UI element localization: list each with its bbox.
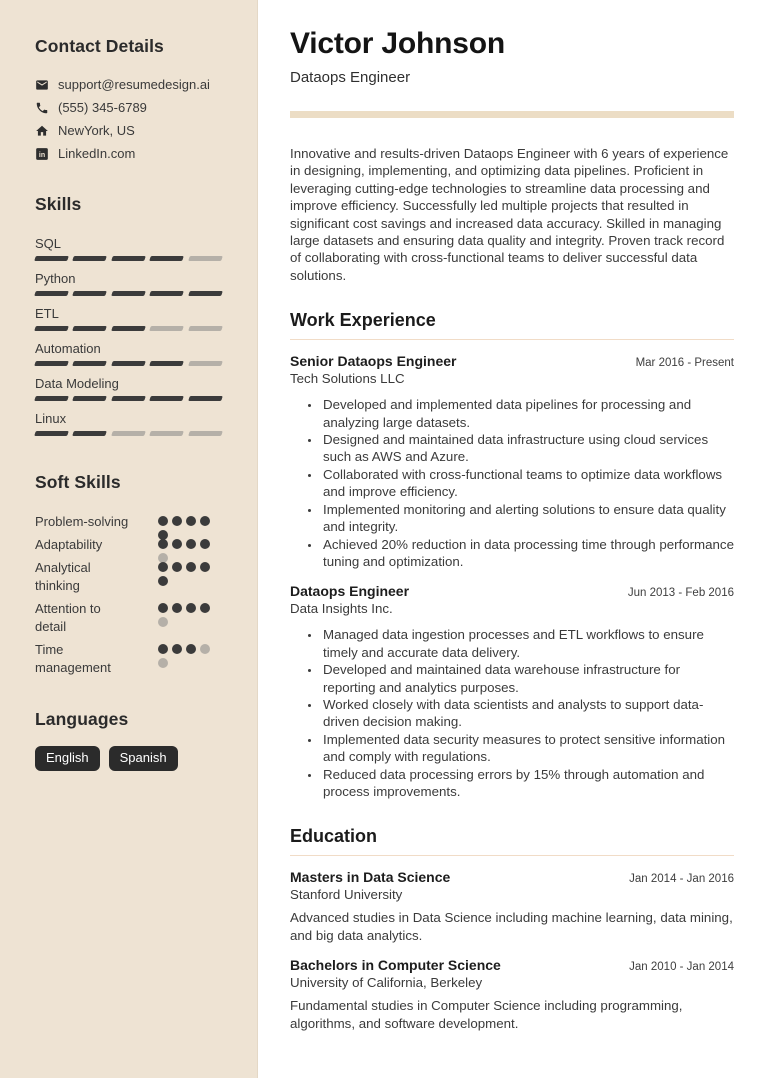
sidebar [0,0,258,1078]
contact-list [35,77,224,161]
skill-bar-segment [34,291,69,296]
main-content [258,0,768,1078]
skill-level-bar [35,291,222,296]
rating-dot [186,603,196,613]
soft-skills-heading: Soft Skills [35,472,121,492]
job-header [290,583,734,599]
rating-dot [186,539,196,549]
education-header [290,957,734,973]
job-bullets [290,626,734,800]
job-bullet: • Managed data ingestion processes and ETL workflows to ensure timely and accurate data delivery. [321,626,734,661]
skill-bar-segment [73,256,108,261]
soft-skill-name: Time management [35,642,111,675]
skill-bar-segment [111,291,146,296]
skill-name: Linux [35,411,67,426]
skill-item [35,270,224,296]
skill-item [35,375,224,401]
skill-item [35,340,224,366]
rating-dot [158,644,168,654]
rating-dot [158,516,168,526]
soft-skill-name: Problem-solving [35,514,129,529]
skill-bar-segment [73,431,108,436]
skill-bar-segment [149,361,184,366]
job-dates: Jun 2013 - Feb 2016 [627,587,734,600]
education-entry [290,957,734,1032]
job-bullet: • Designed and maintained data infrastructure using cloud services such as AWS and Azure. [321,431,734,466]
contact-item [35,146,224,161]
soft-skill-item [35,641,224,677]
job-bullet: • Developed and maintained data warehouse infrastructure for reporting and analytics purposes. [321,661,734,696]
job-header [290,353,734,369]
education-header [290,869,734,885]
rating-dot [200,539,210,549]
skill-bar-segment [73,396,108,401]
languages-heading: Languages [35,709,129,729]
section-divider [290,339,734,340]
skill-bar-segment [111,361,146,366]
skill-bar-segment [73,326,108,331]
rating-dot [172,562,182,572]
jobs-list [290,353,734,800]
education-description: Advanced studies in Data Science including machine learning, data mining, and big data analytics. [290,910,733,943]
skill-name: ETL [35,306,59,321]
job-entry [290,583,734,800]
soft-skill-dots [158,644,220,657]
rating-dot [158,603,168,613]
soft-skill-dots [158,562,220,575]
skill-bar-segment [34,396,69,401]
contact-text: LinkedIn.com [58,146,136,161]
soft-skill-dots [158,603,220,616]
school-name: University of California, Berkeley [290,975,483,991]
degree-title: Masters in Data Science [290,869,451,886]
skill-bar-segment [34,431,69,436]
rating-dot [200,516,210,526]
education-heading: Education [290,826,378,847]
contact-text: support@resumedesign.ai [58,77,210,92]
section-divider [290,855,734,856]
skill-bar-segment [149,256,184,261]
skill-level-bar [35,431,222,436]
linkedin-icon [35,147,49,161]
job-dates: Mar 2016 - Present [635,357,734,370]
skills-list [35,235,224,436]
education-entry [290,869,734,944]
soft-skill-dots [158,539,220,552]
education-dates: Jan 2010 - Jan 2014 [629,961,734,974]
soft-skills-list [35,513,224,677]
job-title: Senior Dataops Engineer [290,353,457,370]
skill-bar-segment [188,361,223,366]
language-tag: English [35,746,100,771]
job-bullet: • Implemented monitoring and alerting solutions to ensure data quality and integrity. [321,501,734,536]
soft-skill-item [35,536,224,554]
skill-bar-segment [188,326,223,331]
language-tag: Spanish [109,746,178,771]
skill-bar-segment [188,256,223,261]
rating-dot [158,576,168,586]
skill-bar-segment [188,396,223,401]
job-bullet: • Achieved 20% reduction in data processing time through performance tuning and optimization. [321,536,734,571]
soft-skill-item [35,600,224,636]
job-title: Dataops Engineer [290,583,410,600]
soft-skill-item [35,513,224,531]
job-bullet: • Implemented data security measures to protect sensitive information and comply with regulations. [321,731,734,766]
skill-level-bar [35,256,222,261]
contact-heading: Contact Details [35,36,164,56]
rating-dot [158,562,168,572]
rating-dot [200,644,210,654]
contact-item [35,100,224,115]
skill-bar-segment [34,326,69,331]
skill-bar-segment [149,396,184,401]
soft-skill-dots [158,516,220,529]
person-title: Dataops Engineer [290,69,411,86]
skill-bar-segment [34,256,69,261]
skill-bar-segment [149,326,184,331]
education-section [290,826,734,1032]
rating-dot [186,644,196,654]
svg-text:in: in [38,151,46,159]
skill-level-bar [35,361,222,366]
rating-dot [186,562,196,572]
job-bullet: • Developed and implemented data pipelines for processing and analyzing large datasets. [321,396,734,431]
work-experience-heading: Work Experience [290,310,436,331]
skill-name: SQL [35,236,62,251]
skill-item [35,305,224,331]
job-company: Tech Solutions LLC [290,371,405,387]
skill-bar-segment [149,291,184,296]
skill-level-bar [35,396,222,401]
job-bullet: • Reduced data processing errors by 15% through automation and process improvements. [321,766,734,801]
email-icon [35,78,49,92]
job-bullets [290,396,734,570]
skill-bar-segment [188,431,223,436]
home-icon [35,124,49,138]
job-company: Data Insights Inc. [290,601,393,617]
soft-skill-name: Analytical thinking [35,560,91,593]
rating-dot [172,539,182,549]
job-bullet: • Worked closely with data scientists and analysts to support data-driven decision making. [321,696,734,731]
soft-skill-name: Attention to detail [35,601,101,634]
rating-dot [186,516,196,526]
soft-skill-item [35,559,224,595]
skill-bar-segment [188,291,223,296]
skills-heading: Skills [35,194,82,214]
skill-bar-segment [73,291,108,296]
skill-bar-segment [111,256,146,261]
education-list [290,869,734,1032]
degree-title: Bachelors in Computer Science [290,957,501,974]
summary-paragraph: Innovative and results-driven Dataops Engineer with 6 years of experience in designing, implementing, and optimizing data pipelines. Proficient in leveraging cutting-edge technologies to streamline data processing and improve efficiency. Successfully led multiple projects that resulted in significant cost savings and increased data accuracy. Skilled in managing large datasets and ensuring data quality and integrity. Proven track record of collaborating with cross-functional teams to deliver successful data solutions. [290,146,729,283]
contact-text: NewYork, US [58,123,135,138]
rating-dot [172,516,182,526]
education-dates: Jan 2014 - Jan 2016 [629,873,734,886]
skill-bar-segment [73,361,108,366]
rating-dot [158,658,168,668]
job-bullet: • Collaborated with cross-functional teams to optimize data workflows and improve efficiency. [321,466,734,501]
rating-dot [172,644,182,654]
education-description: Fundamental studies in Computer Science including programming, algorithms, and software development. [290,998,683,1031]
skill-name: Python [35,271,76,286]
contact-item [35,123,224,138]
rating-dot [158,617,168,627]
skill-item [35,235,224,261]
skill-bar-segment [111,431,146,436]
contact-text: (555) 345-6789 [58,100,147,115]
skill-bar-segment [111,326,146,331]
rating-dot [200,603,210,613]
skill-item [35,410,224,436]
skill-bar-segment [149,431,184,436]
rating-dot [172,603,182,613]
phone-icon [35,101,49,115]
languages-list [35,746,224,771]
contact-item [35,77,224,92]
skill-name: Data Modeling [35,376,119,391]
person-name: Victor Johnson [290,27,506,60]
work-experience-section [290,310,734,800]
school-name: Stanford University [290,887,403,903]
rating-dot [200,562,210,572]
rating-dot [158,539,168,549]
skill-bar-segment [34,361,69,366]
soft-skill-name: Adaptability [35,537,103,552]
job-entry [290,353,734,570]
skill-name: Automation [35,341,101,356]
skill-level-bar [35,326,222,331]
skill-bar-segment [111,396,146,401]
header-accent-bar [290,111,734,118]
